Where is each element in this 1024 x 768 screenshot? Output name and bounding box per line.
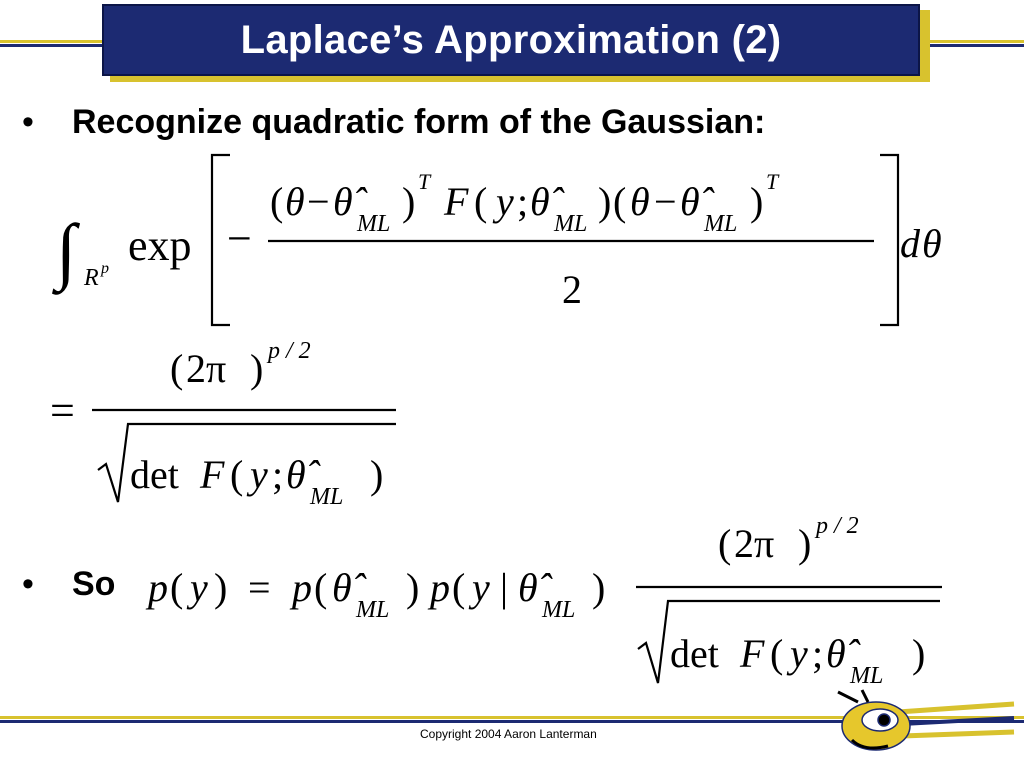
- minus-2: −: [654, 179, 677, 224]
- leading-minus: −: [227, 214, 252, 263]
- paren-close-10: ): [912, 631, 926, 676]
- bullet-marker-2: •: [22, 565, 34, 603]
- paren-open-6: (: [170, 565, 184, 610]
- exponent-p-over-2-2: p / 2: [816, 513, 859, 539]
- sub-ml-6: ML: [542, 597, 576, 623]
- exponent-p-over-2-1: p / 2: [268, 338, 311, 364]
- sup-T-2: T: [766, 169, 779, 194]
- sub-ml-7: ML: [850, 663, 884, 689]
- theta-hat-5: θ̂: [332, 565, 352, 610]
- conditional-bar: |: [500, 565, 509, 610]
- theta-2: θ: [630, 179, 650, 224]
- paren-open-5: (: [230, 452, 244, 497]
- sub-ml-4: ML: [310, 484, 344, 510]
- p-2: p: [292, 565, 312, 610]
- equals-sign: =: [50, 386, 75, 435]
- theta-hat-3: θ̂: [680, 179, 700, 224]
- theta-hat-2: θ̂: [530, 179, 550, 224]
- two-pi-1: 2π: [186, 346, 227, 391]
- title-bar: [102, 4, 920, 76]
- equals-sign-2: =: [248, 565, 271, 610]
- det-label-1: det: [130, 452, 179, 497]
- copyright-footer: Copyright 2004 Aaron Lanterman: [420, 727, 597, 741]
- minus-1: −: [307, 179, 330, 224]
- semicolon-1: ;: [517, 179, 529, 224]
- paren-close-2: ): [598, 179, 612, 224]
- paren-open-4: (: [170, 346, 184, 391]
- paren-open-7: (: [314, 565, 328, 610]
- theta-hat-7: θ̂: [826, 631, 846, 676]
- F-3: F: [740, 631, 765, 676]
- paren-close-6: ): [214, 565, 228, 610]
- d-symbol: d: [900, 221, 920, 266]
- theta-dtheta: θ: [922, 221, 942, 266]
- paren-close-4: ): [250, 346, 264, 391]
- paren-close-8: ): [592, 565, 606, 610]
- bullet-text-2: So: [72, 565, 116, 603]
- yellow-jacket-mascot-icon: [828, 690, 1018, 760]
- semicolon-3: ;: [812, 631, 824, 676]
- bullet-text-1: Recognize quadratic form of the Gaussian:: [72, 103, 766, 141]
- theta-1: θ: [285, 179, 305, 224]
- paren-close-9: ): [798, 521, 812, 566]
- paren-close-7: ): [406, 565, 420, 610]
- sup-T-1: T: [418, 169, 431, 194]
- sub-ml-1: ML: [357, 211, 391, 237]
- sub-ml-3: ML: [704, 211, 738, 237]
- evidence-equation: [140, 505, 1020, 695]
- domain-R: R: [84, 265, 99, 291]
- denominator-two: 2: [562, 267, 582, 312]
- integral-equation: [0, 145, 1024, 345]
- det-label-2: det: [670, 631, 719, 676]
- exp-label: exp: [128, 221, 192, 270]
- y-2: y: [250, 452, 268, 497]
- paren-open-9: (: [718, 521, 732, 566]
- sub-ml-5: ML: [356, 597, 390, 623]
- paren-close-1: ): [402, 179, 416, 224]
- F-2: F: [200, 452, 225, 497]
- bullet-marker-1: •: [22, 103, 34, 141]
- normalizer-equation: [40, 330, 460, 510]
- paren-close-3: ): [750, 179, 764, 224]
- paren-open-3: (: [613, 179, 627, 224]
- semicolon-2: ;: [272, 452, 284, 497]
- theta-hat-6: θ̂: [518, 565, 538, 610]
- domain-p: p: [101, 260, 109, 277]
- right-bracket: [880, 155, 898, 325]
- paren-open-10: (: [770, 631, 784, 676]
- slide-title: Laplace’s Approximation (2): [240, 17, 782, 62]
- integral-sign: ∫: [56, 210, 77, 292]
- y-3: y: [190, 565, 208, 610]
- theta-hat-1: θ̂: [333, 179, 353, 224]
- y-5: y: [790, 631, 808, 676]
- paren-open-8: (: [452, 565, 466, 610]
- p-3: p: [430, 565, 450, 610]
- theta-hat-4: θ̂: [286, 452, 306, 497]
- two-pi-2: 2π: [734, 521, 775, 566]
- sub-ml-2: ML: [554, 211, 588, 237]
- paren-open-1: (: [270, 179, 284, 224]
- paren-close-5: ): [370, 452, 384, 497]
- p-1: p: [148, 565, 168, 610]
- paren-open-2: (: [474, 179, 488, 224]
- y-4: y: [472, 565, 490, 610]
- y-1: y: [496, 179, 514, 224]
- F-1: F: [444, 179, 469, 224]
